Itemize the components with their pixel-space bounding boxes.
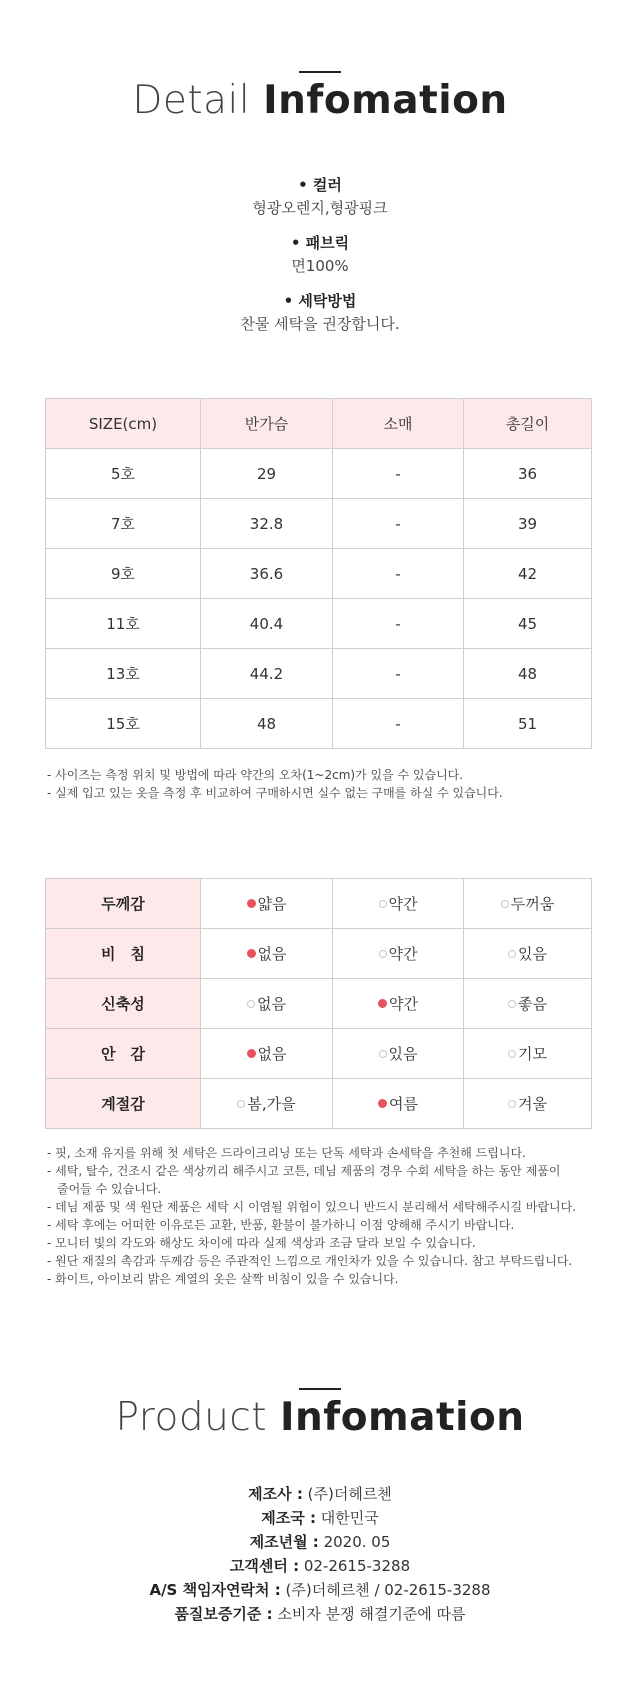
product-info-value: 02-2615-3288: [299, 1557, 411, 1575]
feel-option: [464, 879, 592, 929]
feel-option: [333, 1029, 464, 1079]
product-info-row: [0, 1506, 640, 1530]
detail-fabric-value: 면100%: [291, 257, 349, 275]
empty-dot-icon: [379, 1050, 387, 1058]
product-info-key: 제조국 :: [261, 1509, 316, 1527]
feel-label: 계절감: [46, 1079, 201, 1129]
size-cell: 42: [464, 549, 592, 599]
size-cell: 15호: [46, 699, 201, 749]
feel-option-text: 있음: [518, 945, 547, 963]
size-cell: -: [333, 699, 464, 749]
size-cell: -: [333, 449, 464, 499]
detail-color: [0, 174, 640, 220]
size-cell: -: [333, 499, 464, 549]
size-cell: 51: [464, 699, 592, 749]
feel-option-text: 약간: [388, 945, 418, 963]
product-info-row: [0, 1554, 640, 1578]
product-info-row: [0, 1530, 640, 1554]
feel-option-text: 얇음: [257, 895, 287, 913]
product-info-row: [0, 1602, 640, 1626]
product-info-key: 품질보증기준 :: [174, 1605, 273, 1623]
care-note: - 데님 제품 및 색 원단 제품은 세탁 시 이염될 위험이 있으니 반드시 분리해서 세탁해주시길 바랍니다.: [47, 1200, 577, 1214]
product-info-value: (주)더헤르첸 / 02-2615-3288: [280, 1581, 491, 1599]
size-cell: 36: [464, 449, 592, 499]
product-info-row: [0, 1578, 640, 1602]
product-title-divider: [299, 1388, 341, 1390]
feel-label: 비 침: [46, 929, 201, 979]
feel-option: [201, 1029, 333, 1079]
size-row: [46, 449, 592, 499]
care-note: - 핏, 소재 유지를 위해 첫 세탁은 드라이크리닝 또는 단독 세탁과 손세탁을 추천해 드립니다.: [47, 1146, 526, 1160]
detail-fabric: [0, 232, 640, 278]
feel-option: [464, 1029, 592, 1079]
detail-title-light: Detail: [132, 78, 251, 123]
feel-option: [333, 879, 464, 929]
care-note: - 세탁, 탈수, 건조시 같은 색상끼리 해주시고 코튼, 데님 제품의 경우 수회 세탁을 하는 동안 제품이: [47, 1164, 561, 1178]
product-title-light: Product: [115, 1395, 268, 1440]
size-cell: 48: [201, 699, 333, 749]
feel-label: 두께감: [46, 879, 201, 929]
empty-dot-icon: [508, 950, 516, 958]
size-cell: 5호: [46, 449, 201, 499]
feel-option: [464, 979, 592, 1029]
feel-row-season: [46, 1079, 592, 1129]
detail-title-bold: Infomation: [263, 78, 508, 123]
detail-title: [0, 78, 640, 123]
detail-title-divider: [299, 71, 341, 73]
product-info-row: [0, 1482, 640, 1506]
size-cell: -: [333, 599, 464, 649]
care-note: - 세탁 후에는 어떠한 이유로든 교환, 반품, 환불이 불가하니 이점 양해해 주시기 바랍니다.: [47, 1218, 515, 1232]
feel-option: [333, 929, 464, 979]
detail-washing-value: 찬물 세탁을 권장합니다.: [240, 315, 400, 333]
size-header-cell: SIZE(cm): [46, 399, 201, 449]
empty-dot-icon: [508, 1000, 516, 1008]
size-cell: 29: [201, 449, 333, 499]
feel-row-thickness: [46, 879, 592, 929]
detail-color-label: • 컬러: [298, 176, 342, 194]
size-notes: [47, 766, 607, 802]
feel-row-stretch: [46, 979, 592, 1029]
size-row: [46, 499, 592, 549]
size-cell: 13호: [46, 649, 201, 699]
size-table-header: [46, 399, 592, 449]
feel-option-text: 약간: [388, 895, 418, 913]
care-note: - 모니터 빛의 각도와 해상도 차이에 따라 실제 색상과 조금 달라 보일 수 있습니다.: [47, 1236, 476, 1250]
feel-option: [333, 979, 464, 1029]
size-header-cell: 소매: [333, 399, 464, 449]
care-note: - 원단 재질의 촉감과 두께감 등은 주관적인 느낌으로 개인차가 있을 수 있습니다. 참고 부탁드립니다.: [47, 1254, 573, 1268]
feel-option-text: 있음: [388, 1045, 418, 1063]
care-note: - 화이트, 아이보리 밝은 계열의 옷은 살짝 비침이 있을 수 있습니다.: [47, 1272, 399, 1286]
size-header-cell: 총길이: [464, 399, 592, 449]
product-info-value: 소비자 분쟁 해결기준에 따름: [272, 1605, 466, 1623]
product-info-key: 제조년월 :: [249, 1533, 319, 1551]
empty-dot-icon: [237, 1100, 245, 1108]
feel-option: [333, 1079, 464, 1129]
feel-option-text: 여름: [389, 1095, 418, 1113]
product-info-key: A/S 책임자연락처 :: [149, 1581, 281, 1599]
selected-dot-icon: [247, 1049, 256, 1058]
detail-color-value: 형광오렌지,형광핑크: [252, 199, 388, 217]
size-cell: 39: [464, 499, 592, 549]
size-header-cell: 반가슴: [201, 399, 333, 449]
size-cell: -: [333, 549, 464, 599]
product-info-value: (주)더헤르첸: [302, 1485, 392, 1503]
size-note: - 실제 입고 있는 옷을 측정 후 비교하여 구매하시면 실수 없는 구매를 하실 수 있습니다.: [47, 786, 503, 800]
product-info: [0, 1482, 640, 1626]
size-table: [45, 398, 592, 749]
product-info-key: 고객센터 :: [229, 1557, 300, 1575]
size-cell: 40.4: [201, 599, 333, 649]
size-cell: 45: [464, 599, 592, 649]
product-info-value: 대한민국: [315, 1509, 379, 1527]
size-cell: 44.2: [201, 649, 333, 699]
feel-label: 안 감: [46, 1029, 201, 1079]
size-cell: -: [333, 649, 464, 699]
size-row: [46, 649, 592, 699]
size-row: [46, 599, 592, 649]
feel-option: [201, 879, 333, 929]
empty-dot-icon: [501, 900, 509, 908]
care-note: 줄어들 수 있습니다.: [57, 1182, 162, 1196]
selected-dot-icon: [378, 1099, 387, 1108]
feel-option-text: 없음: [257, 995, 286, 1013]
product-info-key: 제조사 :: [248, 1485, 303, 1503]
feel-option-text: 두꺼움: [510, 895, 555, 913]
feel-option: [464, 929, 592, 979]
size-cell: 36.6: [201, 549, 333, 599]
feel-option: [201, 929, 333, 979]
feel-option-text: 약간: [389, 995, 418, 1013]
detail-washing-label: • 세탁방법: [283, 292, 357, 310]
feel-option-text: 기모: [518, 1045, 547, 1063]
feel-option-text: 겨울: [518, 1095, 547, 1113]
selected-dot-icon: [247, 949, 256, 958]
empty-dot-icon: [379, 950, 387, 958]
size-note: - 사이즈는 측정 위치 및 방법에 따라 약간의 오차(1~2cm)가 있을 수 있습니다.: [47, 768, 464, 782]
size-cell: 48: [464, 649, 592, 699]
product-title-bold: Infomation: [279, 1395, 525, 1440]
feel-option: [201, 979, 333, 1029]
size-cell: 9호: [46, 549, 201, 599]
feel-option-text: 좋음: [518, 995, 547, 1013]
size-cell: 7호: [46, 499, 201, 549]
feel-table: [45, 878, 592, 1129]
feel-row-lining: [46, 1029, 592, 1079]
size-row: [46, 699, 592, 749]
feel-row-sheerness: [46, 929, 592, 979]
empty-dot-icon: [247, 1000, 255, 1008]
product-info-value: 2020. 05: [318, 1533, 391, 1551]
size-row: [46, 549, 592, 599]
size-cell: 11호: [46, 599, 201, 649]
care-notes: [47, 1144, 607, 1288]
selected-dot-icon: [247, 899, 256, 908]
feel-option-text: 봄,가을: [247, 1095, 296, 1113]
empty-dot-icon: [508, 1050, 516, 1058]
feel-option-text: 없음: [257, 945, 287, 963]
empty-dot-icon: [379, 900, 387, 908]
product-title: [0, 1395, 640, 1440]
detail-washing: [0, 290, 640, 336]
feel-option-text: 없음: [257, 1045, 287, 1063]
feel-option: [464, 1079, 592, 1129]
feel-label: 신축성: [46, 979, 201, 1029]
selected-dot-icon: [378, 999, 387, 1008]
size-cell: 32.8: [201, 499, 333, 549]
empty-dot-icon: [508, 1100, 516, 1108]
detail-fabric-label: • 패브릭: [290, 234, 350, 252]
feel-option: [201, 1079, 333, 1129]
